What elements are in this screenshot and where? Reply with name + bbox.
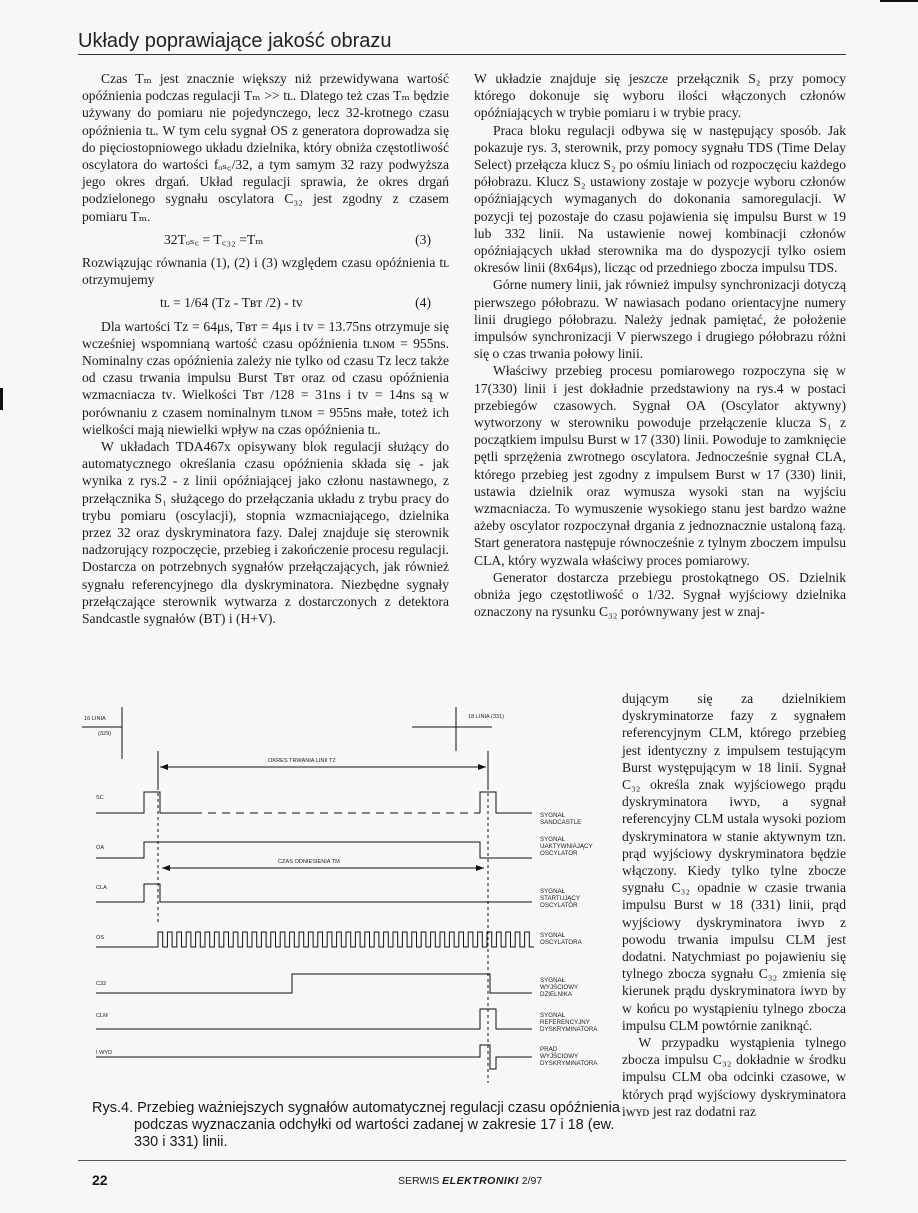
sc-desc-2: SANDCASTLE (540, 819, 582, 826)
timing-diagram (82, 703, 622, 1093)
os-desc-1: SYGNAŁ (540, 932, 566, 939)
oa-desc-3: OSCYLATOR (540, 850, 578, 857)
cla-desc-3: OSCYLATOR (540, 902, 578, 909)
oa-desc-1: SYGNAŁ (540, 836, 566, 843)
right-paragraph-5: Generator dostarcza przebiegu prostokątnego OS. Dzielnik obniża jego częstotliwość o 1/32. Sygnał wyjściowy dzielnika oznaczony na rysunku C₃₂ porównywany jest w znaj- (474, 569, 846, 620)
cla-desc-1: SYGNAŁ (540, 888, 566, 895)
right-paragraph-1: W układzie znajduje się jeszcze przełącznik S₂ przy pomocy którego dokonuje się wyboru ilości włączonych członów opóźniających w trybie pomiaru i w trybie pracy. (474, 71, 846, 121)
clm-desc-3: DYSKRYMINATORA (540, 1026, 598, 1033)
clm-waveform (96, 1009, 532, 1029)
os-waveform (96, 932, 534, 947)
left-paragraph-3: Dla wartości Tᴢ = 64μs, Tʙᴛ = 4μs i tᴠ = 13.75ns otrzymuje się wcześniej wspomnianą wartość czasu opóźnienia tʟɴᴏᴍ = 955ns. Nominalny czas opóźnienia zależy nie tylko od czasu Tᴢ lecz także od czasu trwania impulsu Burst Tʙᴛ oraz od czasu opóźnienia wzmacniacza tᴠ. Wielkości Tʙᴛ /128 = 31ns i tᴠ = 14ns są w porównaniu z czasem nominalnym tʟɴᴏᴍ = 955ns małe, toteż ich wielkości mają niewielki wpływ na czas opóźnienia tʟ. (82, 318, 449, 437)
clm-name: CLM (96, 1013, 108, 1019)
equation-3-number: (3) (415, 231, 431, 247)
oa-name: OA (96, 845, 105, 851)
left-paragraph-4: W układach TDA467x opisywany blok regulacji służący do automatycznego określania czasu opóźnienia składa się - jak wynika z rys.2 - z linii opóźniającej jako członu nastawnego, z przełącznika S₁ służącego do przełączania układu z trybu pracy do trybu pomiaru (oscylacji), stopnia wzmacniającego, dzielnika przez 32 oraz dyskryminatora fazy. Dalej znajduje się sterownik nadzorujący rozpoczęcie, przebieg i zakończenie procesu regulacji. Dostarcza on potrzebnych sygnałów przełączających, jak również sygnału referencyjnego dla dyskryminatora. Niezbędne sygnały przełączające sterownik wytwarza z dostarczonych z detektora Sandcastle sygnałów (BT) i (H+V). (82, 439, 449, 627)
c32-waveform (96, 974, 532, 993)
header-rule (78, 54, 846, 55)
equation-4-number: (4) (415, 295, 431, 311)
footer-rule (78, 1160, 846, 1161)
line18-label: 18 LINIA (331) (468, 714, 505, 720)
cla-name: CLA (96, 885, 107, 891)
sc-waveform (96, 792, 194, 813)
tm-arrow-head-right (476, 865, 484, 871)
c32-name: C32 (96, 981, 107, 987)
iwyd-desc-2: WYJŚCIOWY (540, 1053, 579, 1060)
right-paragraph-4: Właściwy przebieg procesu pomiarowego rozpoczyna się w 17(330) linii i jest dokładnie przedstawiony na rys.4 w postaci przebiegów czasowych. Sygnał OA (Oscylator aktywny) wytworzony w sterowniku powoduje przełączenie klucza S₁ z początkiem impulsu Burst w 17 (330) linii. Powoduje to zamknięcie pętli sprzężenia zwrotnego oscylatora. Jednocześnie sygnał CLA, którego przebieg jest zgodny z impulsem Burst w 17 (330) linii, ustawia dzielnik oraz wymusza wysoki stan na wyjściu wzmacniacza. To wymuszenie wysokiego stanu jest bardzo ważne ażeby oscylator rozpoczynał drgania z jednoznacznie ustaloną fazą. Start generatora następuje równocześnie z tylnym zboczem impulsu CLA, który wyzwala właściwy proces pomiarowy. (474, 363, 846, 568)
line16-label: 16 LINIA (84, 716, 106, 722)
narrow-column (622, 690, 846, 1120)
scan-mark-left (0, 388, 3, 410)
oa-waveform (96, 842, 532, 858)
os-desc-2: OSCYLATORA (540, 939, 582, 946)
right-paragraph-2: Praca bloku regulacji odbywa się w następujący sposób. Jak pokazuje rys. 3, sterownik, przy pomocy sygnału TDS (Time Delay Select) przełącza klucz S₂ po ośmiu liniach od rozpoczęciu każdego półobrazu. Klucz S₂ ustawiony zostaje w pozycje wyboru członów opóźniających wymaganych do dokonania samoregulacji. W pozycji tej pozostaje do czasu pojawienia się impulsu Burst w 19 lub 332 linii. Na ustawienie nowej kombinacji członów opóźniających układ sterownika ma do dyspozycji tylko osiem okresów linii (8x64μs), licząc od przedniego zbocza impulsu TDS. (474, 122, 846, 276)
equation-4 (82, 290, 449, 315)
c32-desc-1: SYGNAŁ (540, 977, 566, 984)
page-number: 22 (92, 1172, 108, 1188)
line329-label: (329) (98, 731, 112, 737)
clm-desc-2: REFERENCYJNY (540, 1019, 590, 1026)
right-column (474, 70, 846, 621)
period-arrow-head-right (478, 764, 486, 770)
left-column (82, 70, 449, 627)
iwyd-waveform (96, 1045, 532, 1069)
period-arrow-head-left (160, 764, 168, 770)
iwyd-desc-3: DYSKRYMINATORA (540, 1060, 598, 1067)
c32-desc-3: DZIELNIKA (540, 991, 572, 998)
iwyd-desc-1: PRĄD (540, 1046, 558, 1053)
publication-name: ELEKTRONIKI (442, 1175, 519, 1187)
scan-mark-top-right (880, 0, 918, 2)
period-label: OKRES TRWANIA LINII T2 (268, 758, 336, 764)
sc-desc-1: SYGNAŁ (540, 812, 566, 819)
oa-desc-2: UAKTYWNIAJĄCY (540, 843, 593, 850)
page-header: Układy poprawiające jakość obrazu (78, 30, 392, 52)
cla-waveform (96, 884, 532, 902)
publication-issue: 2/97 (521, 1175, 543, 1187)
cla-desc-2: STARTUJĄCY (540, 895, 580, 902)
equation-3 (82, 227, 449, 252)
tm-arrow-head-left (162, 865, 170, 871)
publication-footer (398, 1175, 542, 1187)
timing-diagram-svg (82, 703, 622, 1093)
tm-label: CZAS ODNIESIENIA TM (278, 859, 340, 865)
narrow-paragraph-2: W przypadku wystąpienia tylnego zbocza impulsu C₃₂ dokładnie w środku impulsu CLM oba odcinki czasowe, w których prąd wyjściowy dyskryminatora iᴡʏᴅ jest raz dodatni raz (622, 1035, 846, 1119)
os-name: OS (96, 935, 105, 941)
publication-prefix: SERWIS (398, 1175, 440, 1187)
right-paragraph-3: Górne numery linii, jak również impulsy synchronizacji dotyczą pierwszego półobrazu. W nawiasach podano orientacyjne numery linii drugiego półobrazu. Należy jednak pamiętać, że położenie impulsów synchronizacji V pierwszego i drugiego półobrazu różni się o czas trwania połowy linii. (474, 277, 846, 362)
equation-3-formula: 32Tₒₛ꜀ = T꜀₃₂ =Tₘ (164, 231, 264, 247)
equation-4-formula: tʟ = 1/64 (Tᴢ - Tʙᴛ /2) - tᴠ (160, 295, 303, 311)
figure-caption: Rys.4. Przebieg ważniejszych sygnałów automatycznej regulacji czasu opóźnienia podczas wyznaczania odchyłki od wartości zadanej w zakresie 17 i 18 (ew. 330 i 331) linii. (92, 1100, 620, 1150)
left-paragraph-2: Rozwiązując równania (1), (2) i (3) względem czasu opóźnienia tʟ otrzymujemy (82, 255, 449, 288)
left-paragraph-1: Czas Tₘ jest znacznie większy niż przewidywana wartość opóźnienia podczas regulacji Tₘ >> tʟ. Dlatego też czas Tₘ będzie używany do pomiaru nie pojedynczego, lecz 32-krotnego czasu opóźnienia tʟ. W tym celu sygnał OS z generatora doprowadza się do pięciostopniowego układu dzielnika, który obniża częstotliwość oscylatora do wartości fₒₛ꜀/32, a tym samym 32 razy podwyższa jego okres drgań. Układ regulacji sprawia, że okres drgań podzielonego sygnału oscylatora C₃₂ jest zgodny z czasem pomiaru Tₘ. (82, 71, 449, 224)
sc-name: SC (96, 795, 104, 801)
c32-desc-2: WYJŚCIOWY (540, 984, 579, 991)
narrow-paragraph-1: dującym się za dzielnikiem dyskryminatorze fazy z sygnałem referencyjnym CLM, którego przebieg jest identyczny z impulsem testującym Burst występującym w 18 linii. Sygnał C₃₂ określa znak wyjściowego prądu dyskryminatora iᴡʏᴅ, a sygnał referencyjny CLM ustala wysoki poziom dyskryminatora w stanie aktywnym tzn. prąd wyjściowy dyskryminatora będzie włączony. Kiedy tylko tylne zbocze sygnału C₃₂ opadnie w czasie trwania impulsu Burst w 18 (331) linii, prąd wyjściowy dyskryminatora iᴡʏᴅ z powodu trwania impulsu CLM jest dodatni. Natychmiast po pojawieniu się tylnego zbocza sygnału C₃₂ zmienia się kierunek prądu dyskryminatora iᴡʏᴅ by w końcu po wystąpieniu tylnego zbocza impulsu CLM powtórnie zaniknąć. (622, 691, 846, 1033)
iwyd-name: I WYD (96, 1050, 113, 1056)
clm-desc-1: SYGNAŁ (540, 1012, 566, 1019)
